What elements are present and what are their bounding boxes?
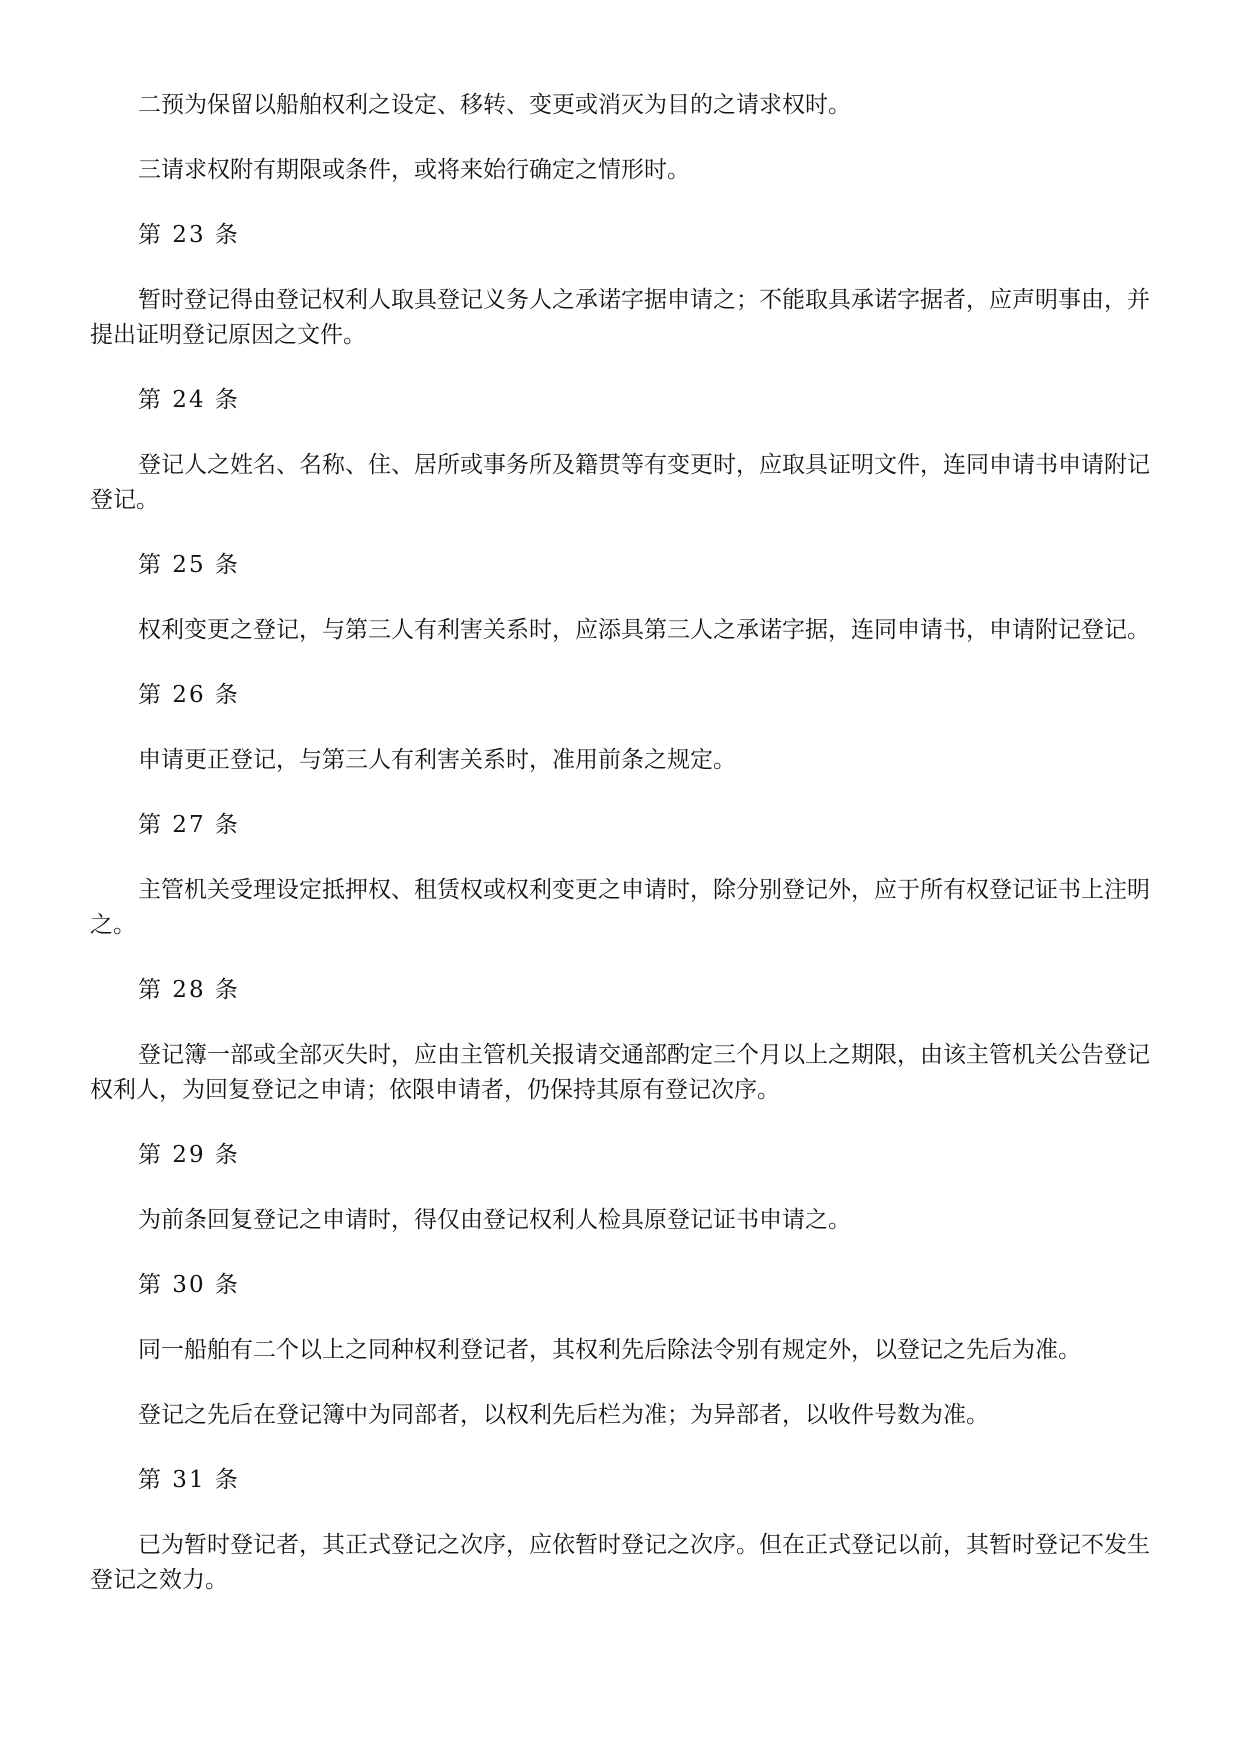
paragraph: 申请更正登记，与第三人有利害关系时，准用前条之规定。	[138, 747, 736, 773]
article-heading: 第 25 条	[138, 552, 240, 578]
paragraph: 暂时登记得由登记权利人取具登记义务人之承诺字据申请之；不能取具承诺字据者，应声明事由，并提出证明登记原因之文件。	[90, 287, 1150, 348]
article-heading: 第 28 条	[138, 977, 240, 1003]
article-heading: 第 30 条	[138, 1272, 240, 1298]
paragraph: 登记人之姓名、名称、住、居所或事务所及籍贯等有变更时，应取具证明文件，连同申请书申请附记登记。	[90, 452, 1150, 513]
document-body	[90, 88, 1150, 1598]
article-heading: 第 31 条	[138, 1467, 240, 1493]
paragraph: 登记之先后在登记簿中为同部者，以权利先后栏为准；为异部者，以收件号数为准。	[138, 1402, 989, 1428]
paragraph: 同一船舶有二个以上之同种权利登记者，其权利先后除法令别有规定外，以登记之先后为准。	[138, 1337, 1081, 1363]
paragraph: 为前条回复登记之申请时，得仅由登记权利人检具原登记证书申请之。	[138, 1207, 851, 1233]
article-heading: 第 26 条	[138, 682, 240, 708]
paragraph: 已为暂时登记者，其正式登记之次序，应依暂时登记之次序。但在正式登记以前，其暂时登记不发生登记之效力。	[90, 1532, 1150, 1593]
article-heading: 第 27 条	[138, 812, 240, 838]
paragraph: 权利变更之登记，与第三人有利害关系时，应添具第三人之承诺字据，连同申请书，申请附记登记。	[138, 617, 1150, 643]
article-heading: 第 24 条	[138, 387, 240, 413]
paragraph: 三请求权附有期限或条件，或将来始行确定之情形时。	[138, 157, 690, 183]
paragraph: 主管机关受理设定抵押权、租赁权或权利变更之申请时，除分别登记外，应于所有权登记证书上注明之。	[90, 877, 1150, 938]
article-heading: 第 29 条	[138, 1142, 240, 1168]
paragraph: 登记簿一部或全部灭失时，应由主管机关报请交通部酌定三个月以上之期限，由该主管机关公告登记权利人，为回复登记之申请；依限申请者，仍保持其原有登记次序。	[90, 1042, 1150, 1103]
paragraph: 二预为保留以船舶权利之设定、移转、变更或消灭为目的之请求权时。	[138, 92, 851, 118]
article-heading: 第 23 条	[138, 222, 240, 248]
